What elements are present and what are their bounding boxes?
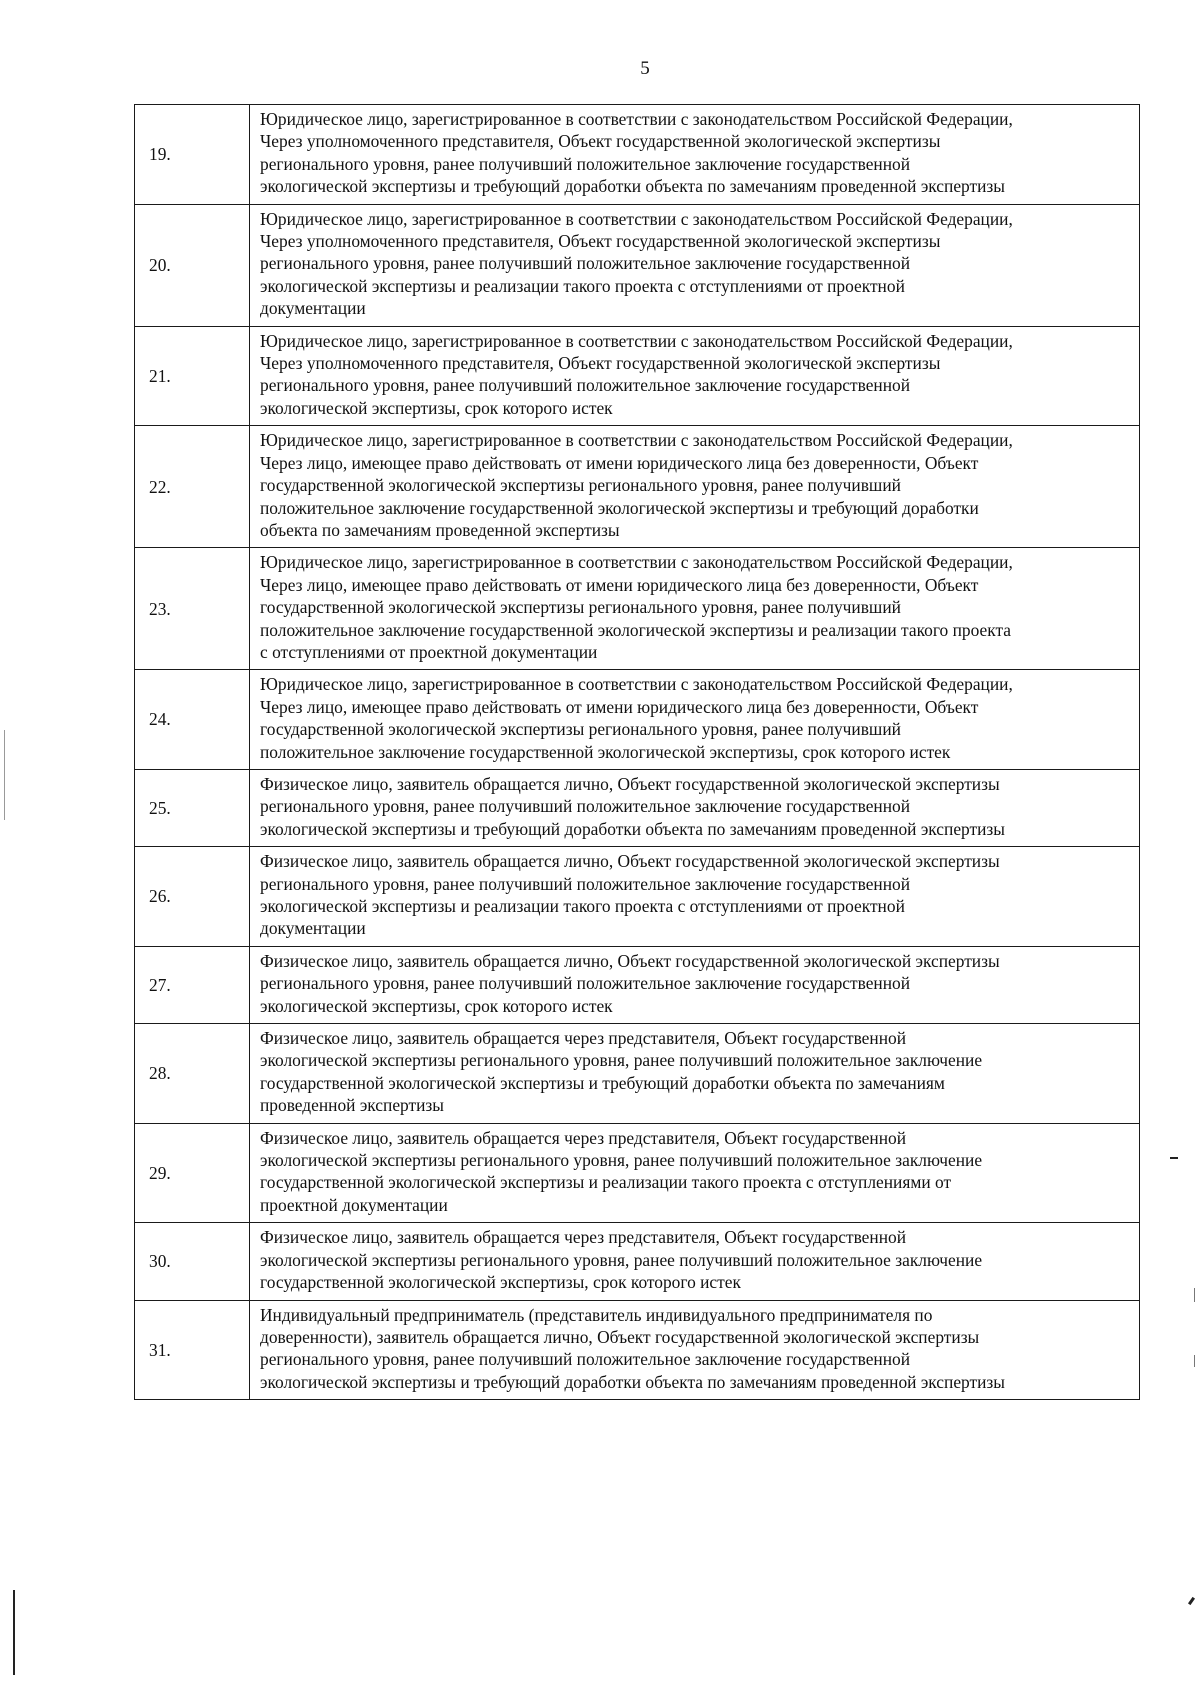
description-line: Через уполномоченного представителя, Объект государственной экологической экспертизы <box>260 231 941 252</box>
row-number: 25. <box>135 769 250 846</box>
description-line: экологической экспертизы, срок которого истек <box>260 397 613 418</box>
description-line: государственной экологической экспертизы регионального уровня, ранее получивший <box>260 719 901 740</box>
description-line: документации <box>260 298 366 319</box>
description-line: Физическое лицо, заявитель обращается через представителя, Объект государственной <box>260 1028 907 1049</box>
scan-edge-line <box>4 730 5 820</box>
scan-speck <box>1194 1355 1195 1367</box>
description-line: Физическое лицо, заявитель обращается через представителя, Объект государственной <box>260 1127 907 1148</box>
description-line: экологической экспертизы и требующий доработки объекта по замечаниям проведенной экспертизы <box>260 176 1005 197</box>
row-description <box>250 426 1140 548</box>
row-number: 31. <box>135 1300 250 1400</box>
description-line: Через лицо, имеющее право действовать от имени юридического лица без доверенности, Объект <box>260 452 979 473</box>
description-line: Юридическое лицо, зарегистрированное в соответствии с законодательством Российской Федерации, <box>260 330 1013 351</box>
description-line: Юридическое лицо, зарегистрированное в соответствии с законодательством Российской Федерации, <box>260 552 1013 573</box>
row-number: 23. <box>135 548 250 670</box>
table-row <box>135 426 1140 548</box>
description-line: Физическое лицо, заявитель обращается лично, Объект государственной экологической экспертизы <box>260 950 1000 971</box>
scan-speck <box>1170 1157 1178 1159</box>
page-number: 5 <box>640 58 650 79</box>
row-description <box>250 1223 1140 1300</box>
row-number: 27. <box>135 946 250 1023</box>
description-line: экологической экспертизы и требующий доработки объекта по замечаниям проведенной экспертизы <box>260 1371 1005 1392</box>
row-number: 26. <box>135 847 250 947</box>
description-line: Физическое лицо, заявитель обращается лично, Объект государственной экологической экспертизы <box>260 851 1000 872</box>
description-line: регионального уровня, ранее получивший положительное заключение государственной <box>260 873 911 894</box>
table-row <box>135 1024 1140 1124</box>
row-description <box>250 946 1140 1023</box>
description-line: Индивидуальный предприниматель (представитель индивидуального предпринимателя по <box>260 1304 933 1325</box>
row-description <box>250 204 1140 326</box>
description-line: Через уполномоченного представителя, Объект государственной экологической экспертизы <box>260 131 941 152</box>
row-description <box>250 670 1140 770</box>
row-description <box>250 847 1140 947</box>
scan-edge-line <box>13 1590 15 1675</box>
table-row <box>135 1123 1140 1223</box>
description-line: регионального уровня, ранее получивший положительное заключение государственной <box>260 153 911 174</box>
description-line: документации <box>260 918 366 939</box>
row-description <box>250 548 1140 670</box>
description-line: положительное заключение государственной экологической экспертизы и требующий доработки <box>260 497 979 518</box>
table-row <box>135 548 1140 670</box>
table-row <box>135 326 1140 426</box>
row-number: 29. <box>135 1123 250 1223</box>
scan-speck <box>1188 1597 1195 1605</box>
description-line: государственной экологической экспертизы и реализации такого проекта с отступлениями от <box>260 1172 952 1193</box>
scan-speck <box>1194 1288 1195 1302</box>
description-line: экологической экспертизы регионального уровня, ранее получивший положительное заключение <box>260 1249 983 1270</box>
description-line: экологической экспертизы регионального уровня, ранее получивший положительное заключение <box>260 1050 983 1071</box>
description-line: Юридическое лицо, зарегистрированное в соответствии с законодательством Российской Федерации, <box>260 674 1013 695</box>
row-description <box>250 1123 1140 1223</box>
description-line: экологической экспертизы и реализации такого проекта с отступлениями от проектной <box>260 896 905 916</box>
row-description <box>250 769 1140 846</box>
row-number: 30. <box>135 1223 250 1300</box>
description-line: государственной экологической экспертизы и требующий доработки объекта по замечаниям <box>260 1072 945 1093</box>
description-line: Через уполномоченного представителя, Объект государственной экологической экспертизы <box>260 353 941 374</box>
table-row <box>135 670 1140 770</box>
description-line: экологической экспертизы регионального уровня, ранее получивший положительное заключение <box>260 1150 983 1171</box>
description-line: положительное заключение государственной экологической экспертизы, срок которого истек <box>260 741 951 762</box>
description-line: Физическое лицо, заявитель обращается через представителя, Объект государственной <box>260 1227 907 1248</box>
table-row <box>135 946 1140 1023</box>
description-line: государственной экологической экспертизы регионального уровня, ранее получивший <box>260 475 901 496</box>
description-line: регионального уровня, ранее получивший положительное заключение государственной <box>260 973 911 994</box>
table-row <box>135 204 1140 326</box>
row-number: 19. <box>135 105 250 205</box>
description-line: экологической экспертизы, срок которого истек <box>260 995 613 1016</box>
description-line: Юридическое лицо, зарегистрированное в соответствии с законодательством Российской Федерации, <box>260 430 1013 451</box>
description-line: Юридическое лицо, зарегистрированное в соответствии с законодательством Российской Федерации, <box>260 208 1013 229</box>
table-row <box>135 1223 1140 1300</box>
description-line: экологической экспертизы и требующий доработки объекта по замечаниям проведенной экспертизы <box>260 818 1005 839</box>
description-line: доверенности), заявитель обращается лично, Объект государственной экологической экспертизы <box>260 1326 980 1347</box>
row-number: 28. <box>135 1024 250 1124</box>
description-line: положительное заключение государственной экологической экспертизы и реализации такого проекта <box>260 619 1011 640</box>
table-row <box>135 1300 1140 1400</box>
row-description <box>250 1300 1140 1400</box>
description-line: проведенной экспертизы <box>260 1095 444 1116</box>
description-line: Физическое лицо, заявитель обращается лично, Объект государственной экологической экспертизы <box>260 773 1000 794</box>
description-line: регионального уровня, ранее получивший положительное заключение государственной <box>260 1349 911 1370</box>
row-description <box>250 105 1140 205</box>
description-line: регионального уровня, ранее получивший положительное заключение государственной <box>260 253 911 274</box>
description-line: объекта по замечаниям проведенной экспертизы <box>260 519 620 540</box>
row-description <box>250 1024 1140 1124</box>
table-row <box>135 105 1140 205</box>
description-line: Через лицо, имеющее право действовать от имени юридического лица без доверенности, Объект <box>260 696 979 717</box>
description-line: Через лицо, имеющее право действовать от имени юридического лица без доверенности, Объект <box>260 574 979 595</box>
table-body <box>135 105 1140 1400</box>
table-row <box>135 847 1140 947</box>
description-line: регионального уровня, ранее получивший положительное заключение государственной <box>260 796 911 817</box>
description-line: экологической экспертизы и реализации такого проекта с отступлениями от проектной <box>260 275 905 296</box>
description-line: проектной документации <box>260 1194 448 1215</box>
description-line: государственной экологической экспертизы регионального уровня, ранее получивший <box>260 597 901 618</box>
table-row <box>135 769 1140 846</box>
row-number: 21. <box>135 326 250 426</box>
description-line: регионального уровня, ранее получивший положительное заключение государственной <box>260 375 911 396</box>
row-number: 22. <box>135 426 250 548</box>
row-number: 20. <box>135 204 250 326</box>
description-line: Юридическое лицо, зарегистрированное в соответствии с законодательством Российской Федерации, <box>260 109 1013 129</box>
row-description <box>250 326 1140 426</box>
applicant-variants-table <box>134 104 1140 1400</box>
description-line: государственной экологической экспертизы, срок которого истек <box>260 1272 741 1293</box>
description-line: с отступлениями от проектной документации <box>260 641 598 662</box>
row-number: 24. <box>135 670 250 770</box>
